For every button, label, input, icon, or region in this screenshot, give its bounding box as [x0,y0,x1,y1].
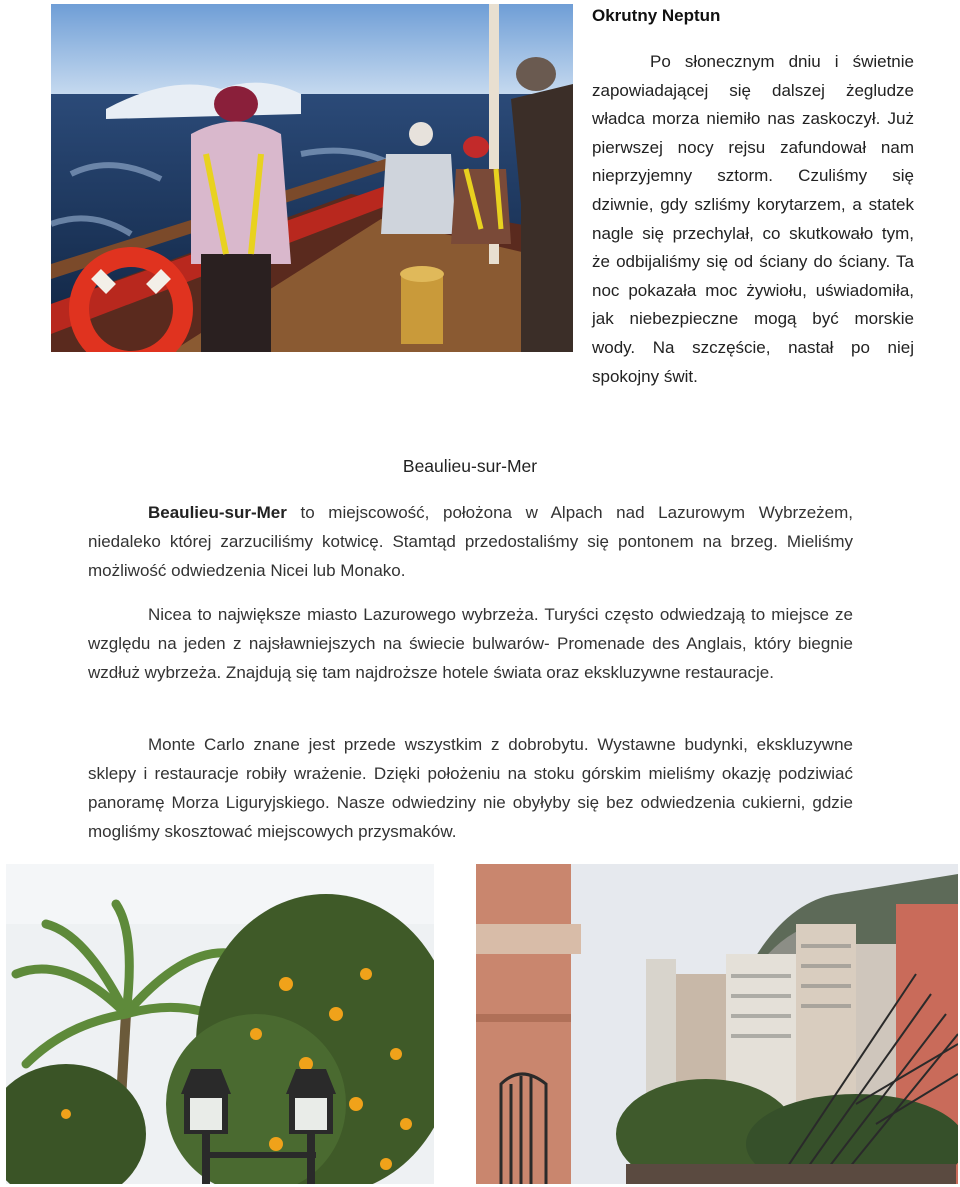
paragraph-lead: Beaulieu-sur-Mer [148,503,287,522]
palm-and-lamps-photo [6,864,434,1184]
ship-deck-photo [51,4,573,352]
paragraph-beaulieu [88,498,853,585]
paragraph-monte-carlo: Monte Carlo znane jest przede wszystkim z dobrobytu. Wystawne budynki, ekskluzywne sklepy i restauracje robiły wrażenie. Dzięki położeniu na stoku górskim mieliśmy okazję podziwiać panoramę Morza Liguryjskiego. Nasze odwiedziny nie obyłyby się bez odwiedzenia cukierni, gdzie mogliśmy skosztować miejscowych przysmaków. [88,735,853,841]
paragraph-text: to miejscowość, położona w Alpach nad Lazurowym Wybrzeżem, niedaleko której zarzuciliśmy kotwicę. Stamtąd przedostaliśmy się pontonem na brzeg. Mieliśmy możliwość odwiedzenia Nicei lub Monako. [88,503,853,580]
paragraph: Po słonecznym dniu i świetnie zapowiadającej się dalszej żegludze władca morza niemiło nas zaskoczył. Już pierwszej nocy rejsu zafundował nam nieprzyjemny sztorm. Czuliśmy się dziwnie, gdy szliśmy korytarzem, a statek nagle się przechylał, co skutkowało tym, że odbijaliśmy się od ściany do ściany. Ta noc pokazała moc żywiołu, uświadomiła, jak niebezpieczne mogą być morskie wody. Na szczęście, nastał po niej spokojny świt. [592,52,914,386]
paragraph-nicea: Nicea to największe miasto Lazurowego wybrzeża. Turyści często odwiedzają to miejsce ze względu na jeden z najsławniejszych na świecie bulwarów- Promenade des Anglais, który biegnie wzdłuż wybrzeża. Znajdują się tam najdroższe hotele świata oraz ekskluzywne restauracje. [88,605,853,682]
section-title-okrutny-neptun: Okrutny Neptun [592,6,721,25]
section-body-okrutny-neptun [592,48,914,391]
monaco-buildings-photo [476,864,958,1184]
section-title-beaulieu: Beaulieu-sur-Mer [402,456,538,476]
